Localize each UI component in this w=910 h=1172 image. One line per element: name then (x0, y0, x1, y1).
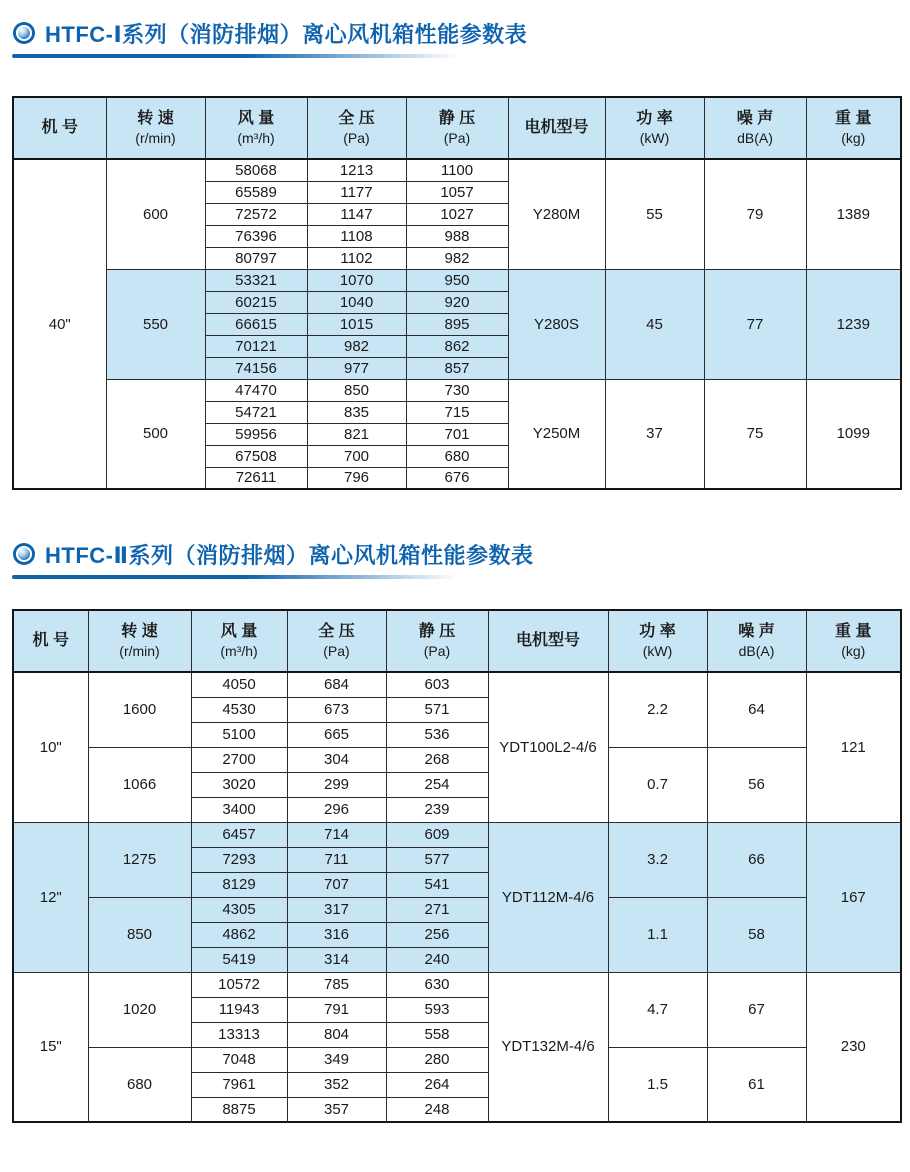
col-header-motor-model (488, 610, 608, 672)
static-pressure-cell: 603 (386, 672, 488, 697)
header-label: 噪 声 (736, 110, 774, 127)
header-label: 重 量 (835, 623, 872, 640)
total-pressure-cell: 665 (287, 722, 386, 747)
static-pressure-cell: 680 (406, 445, 508, 467)
static-pressure-cell: 950 (406, 269, 508, 291)
header-row (13, 97, 901, 159)
flow-cell: 13313 (191, 1022, 287, 1047)
flow-cell: 5419 (191, 947, 287, 972)
flow-cell: 7293 (191, 847, 287, 872)
total-pressure-cell: 982 (307, 335, 406, 357)
static-pressure-cell: 280 (386, 1047, 488, 1072)
total-pressure-cell: 296 (287, 797, 386, 822)
total-pressure-cell: 314 (287, 947, 386, 972)
flow-cell: 60215 (205, 291, 307, 313)
total-pressure-cell: 684 (287, 672, 386, 697)
table-row (13, 269, 901, 291)
htfc1-performance-table (12, 96, 902, 490)
total-pressure-cell: 804 (287, 1022, 386, 1047)
header-unit: (Pa) (443, 130, 471, 146)
col-header-machine-no (13, 97, 106, 159)
static-pressure-cell: 1027 (406, 203, 508, 225)
total-pressure-cell: 821 (307, 423, 406, 445)
col-header-static-pressure (386, 610, 488, 672)
col-header-machine-no (13, 610, 88, 672)
flow-cell: 80797 (205, 247, 307, 269)
static-pressure-cell: 593 (386, 997, 488, 1022)
total-pressure-cell: 349 (287, 1047, 386, 1072)
col-header-noise (704, 97, 806, 159)
static-pressure-cell: 239 (386, 797, 488, 822)
static-pressure-cell: 577 (386, 847, 488, 872)
col-header-static-pressure (406, 97, 508, 159)
col-header-total-pressure (287, 610, 386, 672)
table-row (13, 747, 901, 772)
total-pressure-cell: 316 (287, 922, 386, 947)
power-cell: 1.5 (608, 1047, 707, 1122)
flow-cell: 4050 (191, 672, 287, 697)
static-pressure-cell: 256 (386, 922, 488, 947)
static-pressure-cell: 268 (386, 747, 488, 772)
flow-cell: 65589 (205, 181, 307, 203)
noise-cell: 75 (704, 379, 806, 489)
header-label: 功 率 (639, 623, 676, 640)
flow-cell: 59956 (205, 423, 307, 445)
power-cell: 1.1 (608, 897, 707, 972)
flow-cell: 7961 (191, 1072, 287, 1097)
flow-cell: 11943 (191, 997, 287, 1022)
flow-cell: 66615 (205, 313, 307, 335)
speed-cell: 500 (106, 379, 205, 489)
noise-cell: 58 (707, 897, 806, 972)
header-unit: (Pa) (343, 130, 370, 146)
col-header-air-flow (191, 610, 287, 672)
total-pressure-cell: 304 (287, 747, 386, 772)
total-pressure-cell: 1177 (307, 181, 406, 203)
header-unit: (r/min) (135, 130, 176, 146)
total-pressure-cell: 1015 (307, 313, 406, 335)
noise-cell: 56 (707, 747, 806, 822)
htfc2-performance-table (12, 609, 902, 1123)
table-row (13, 159, 901, 181)
flow-cell: 6457 (191, 822, 287, 847)
noise-cell: 77 (704, 269, 806, 379)
power-cell: 0.7 (608, 747, 707, 822)
header-unit: (m³/h) (237, 130, 275, 146)
static-pressure-cell: 895 (406, 313, 508, 335)
header-unit: (Pa) (423, 643, 451, 659)
flow-cell: 4862 (191, 922, 287, 947)
static-pressure-cell: 715 (406, 401, 508, 423)
noise-cell: 66 (707, 822, 806, 897)
static-pressure-cell: 541 (386, 872, 488, 897)
total-pressure-cell: 707 (287, 872, 386, 897)
motor-cell: Y280S (508, 269, 605, 379)
speed-cell: 1020 (88, 972, 191, 1047)
table-header (13, 97, 901, 159)
header-label: 重 量 (835, 110, 872, 127)
total-pressure-cell: 1108 (307, 225, 406, 247)
static-pressure-cell: 240 (386, 947, 488, 972)
section-title: HTFC-Ⅰ系列（消防排烟）离心风机箱性能参数表 (45, 21, 528, 47)
static-pressure-cell: 1100 (406, 159, 508, 181)
power-cell: 37 (605, 379, 704, 489)
flow-cell: 4305 (191, 897, 287, 922)
power-cell: 45 (605, 269, 704, 379)
section-title: HTFC-Ⅱ系列（消防排烟）离心风机箱性能参数表 (45, 542, 534, 568)
weight-cell: 167 (806, 822, 901, 972)
flow-cell: 2700 (191, 747, 287, 772)
header-unit: (kg) (841, 130, 866, 146)
motor-cell: Y280M (508, 159, 605, 269)
col-header-total-pressure (307, 97, 406, 159)
speed-cell: 850 (88, 897, 191, 972)
weight-cell: 1099 (806, 379, 901, 489)
col-header-power (605, 97, 704, 159)
total-pressure-cell: 1147 (307, 203, 406, 225)
header-label: 噪 声 (738, 623, 775, 640)
speed-cell: 550 (106, 269, 205, 379)
header-label: 机 号 (41, 119, 78, 136)
speed-cell: 1600 (88, 672, 191, 747)
flow-cell: 54721 (205, 401, 307, 423)
machine-size-cell: 15" (13, 972, 88, 1122)
flow-cell: 5100 (191, 722, 287, 747)
header-label: 转 速 (121, 623, 158, 640)
header-unit: (kW) (642, 643, 673, 659)
total-pressure-cell: 700 (307, 445, 406, 467)
motor-cell: YDT112M-4/6 (488, 822, 608, 972)
title-underline-decoration (12, 54, 459, 58)
total-pressure-cell: 785 (287, 972, 386, 997)
total-pressure-cell: 1102 (307, 247, 406, 269)
section-title-row (12, 537, 900, 571)
flow-cell: 67508 (205, 445, 307, 467)
total-pressure-cell: 673 (287, 697, 386, 722)
noise-cell: 79 (704, 159, 806, 269)
table-row (13, 379, 901, 401)
header-unit: (kg) (841, 643, 866, 659)
noise-cell: 67 (707, 972, 806, 1047)
header-label: 全 压 (318, 623, 355, 640)
total-pressure-cell: 299 (287, 772, 386, 797)
total-pressure-cell: 357 (287, 1097, 386, 1122)
static-pressure-cell: 271 (386, 897, 488, 922)
header-unit: (m³/h) (220, 643, 258, 659)
static-pressure-cell: 730 (406, 379, 508, 401)
machine-size-cell: 12" (13, 822, 88, 972)
header-label: 电机型号 (524, 119, 589, 136)
header-unit: dB(A) (737, 130, 773, 146)
header-label: 机 号 (32, 632, 69, 649)
static-pressure-cell: 248 (386, 1097, 488, 1122)
flow-cell: 72611 (205, 467, 307, 489)
flow-cell: 58068 (205, 159, 307, 181)
flow-cell: 74156 (205, 357, 307, 379)
total-pressure-cell: 835 (307, 401, 406, 423)
table-row (13, 897, 901, 922)
header-label: 静 压 (438, 110, 476, 127)
total-pressure-cell: 317 (287, 897, 386, 922)
static-pressure-cell: 571 (386, 697, 488, 722)
flow-cell: 53321 (205, 269, 307, 291)
machine-size-cell: 10" (13, 672, 88, 822)
header-label: 电机型号 (515, 632, 580, 649)
table-row (13, 1047, 901, 1072)
flow-cell: 4530 (191, 697, 287, 722)
motor-cell: Y250M (508, 379, 605, 489)
table-header (13, 610, 901, 672)
flow-cell: 8875 (191, 1097, 287, 1122)
motor-cell: YDT132M-4/6 (488, 972, 608, 1122)
weight-cell: 1389 (806, 159, 901, 269)
speed-cell: 600 (106, 159, 205, 269)
bullet-icon (16, 546, 32, 562)
power-cell: 55 (605, 159, 704, 269)
weight-cell: 1239 (806, 269, 901, 379)
header-label: 风 量 (237, 110, 275, 127)
noise-cell: 61 (707, 1047, 806, 1122)
header-label: 功 率 (636, 110, 673, 127)
flow-cell: 10572 (191, 972, 287, 997)
header-label: 转 速 (137, 110, 174, 127)
col-header-air-flow (205, 97, 307, 159)
flow-cell: 70121 (205, 335, 307, 357)
col-header-speed (88, 610, 191, 672)
table-row (13, 672, 901, 697)
total-pressure-cell: 711 (287, 847, 386, 872)
col-header-weight (806, 97, 901, 159)
col-header-weight (806, 610, 901, 672)
flow-cell: 3020 (191, 772, 287, 797)
header-unit: dB(A) (738, 643, 775, 659)
static-pressure-cell: 254 (386, 772, 488, 797)
col-header-motor-model (508, 97, 605, 159)
total-pressure-cell: 714 (287, 822, 386, 847)
table-body (13, 672, 901, 1122)
flow-cell: 3400 (191, 797, 287, 822)
col-header-noise (707, 610, 806, 672)
static-pressure-cell: 862 (406, 335, 508, 357)
speed-cell: 1275 (88, 822, 191, 897)
title-underline-decoration (12, 575, 459, 579)
table-row (13, 822, 901, 847)
section-title-row (12, 16, 900, 50)
static-pressure-cell: 988 (406, 225, 508, 247)
total-pressure-cell: 796 (307, 467, 406, 489)
bullet-icon (16, 25, 32, 41)
noise-cell: 64 (707, 672, 806, 747)
speed-cell: 680 (88, 1047, 191, 1122)
static-pressure-cell: 630 (386, 972, 488, 997)
flow-cell: 47470 (205, 379, 307, 401)
static-pressure-cell: 264 (386, 1072, 488, 1097)
table-row (13, 972, 901, 997)
static-pressure-cell: 609 (386, 822, 488, 847)
col-header-speed (106, 97, 205, 159)
header-label: 全 压 (338, 110, 375, 127)
total-pressure-cell: 977 (307, 357, 406, 379)
total-pressure-cell: 352 (287, 1072, 386, 1097)
total-pressure-cell: 791 (287, 997, 386, 1022)
static-pressure-cell: 857 (406, 357, 508, 379)
total-pressure-cell: 1213 (307, 159, 406, 181)
speed-cell: 1066 (88, 747, 191, 822)
flow-cell: 8129 (191, 872, 287, 897)
htfc2-section (12, 537, 900, 1123)
header-unit: (kW) (639, 130, 670, 146)
static-pressure-cell: 558 (386, 1022, 488, 1047)
total-pressure-cell: 1040 (307, 291, 406, 313)
power-cell: 2.2 (608, 672, 707, 747)
table-body (13, 159, 901, 489)
static-pressure-cell: 982 (406, 247, 508, 269)
header-unit: (r/min) (119, 643, 160, 659)
flow-cell: 7048 (191, 1047, 287, 1072)
header-label: 静 压 (418, 623, 456, 640)
flow-cell: 72572 (205, 203, 307, 225)
weight-cell: 121 (806, 672, 901, 822)
motor-cell: YDT100L2-4/6 (488, 672, 608, 822)
static-pressure-cell: 676 (406, 467, 508, 489)
header-unit: (Pa) (323, 643, 350, 659)
static-pressure-cell: 920 (406, 291, 508, 313)
power-cell: 3.2 (608, 822, 707, 897)
header-row (13, 610, 901, 672)
weight-cell: 230 (806, 972, 901, 1122)
static-pressure-cell: 536 (386, 722, 488, 747)
static-pressure-cell: 1057 (406, 181, 508, 203)
htfc1-section (12, 16, 900, 490)
header-label: 风 量 (220, 623, 258, 640)
total-pressure-cell: 850 (307, 379, 406, 401)
power-cell: 4.7 (608, 972, 707, 1047)
total-pressure-cell: 1070 (307, 269, 406, 291)
machine-size-cell: 40" (13, 159, 106, 489)
flow-cell: 76396 (205, 225, 307, 247)
col-header-power (608, 610, 707, 672)
static-pressure-cell: 701 (406, 423, 508, 445)
